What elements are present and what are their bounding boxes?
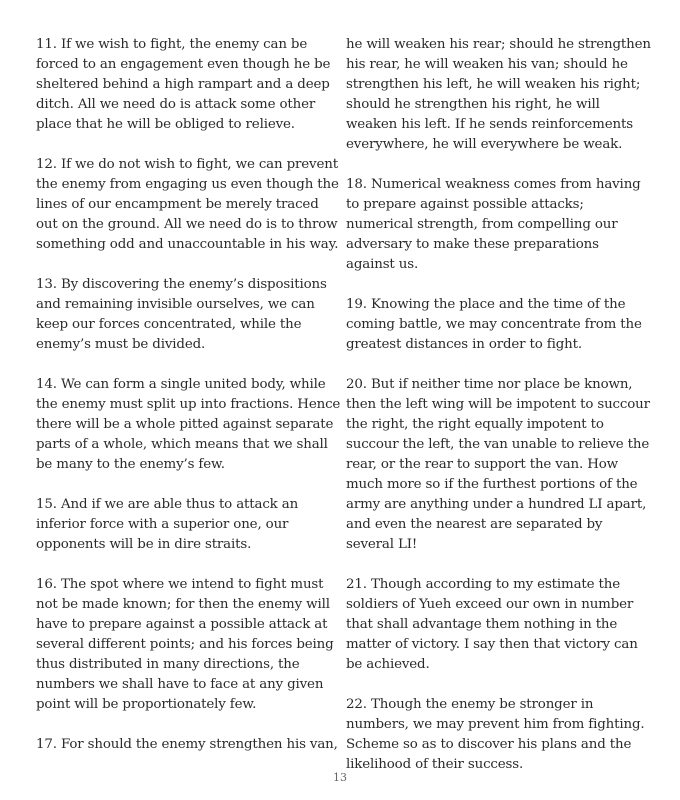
paragraph-22: 22. Though the enemy be stronger in numbers, we may prevent him from fighting. Scheme so as to discover his plans and the likelihood of their success.	[346, 697, 645, 772]
paragraph-13: 13. By discovering the enemy’s dispositions and remaining invisible ourselves, we can keep our forces concentrated, while the enemy’s must be divided.	[36, 277, 327, 352]
left-text-column	[36, 35, 341, 775]
paragraph-17-start: 17. For should the enemy strengthen his van,	[36, 737, 338, 752]
right-text-column	[346, 35, 651, 795]
paragraph-21: 21. Though according to my estimate the soldiers of Yueh exceed our own in number that shall advantage them nothing in the matter of victory. I say then that victory can be achieved.	[346, 577, 638, 672]
paragraph-15: 15. And if we are able thus to attack an inferior force with a superior one, our opponents will be in dire straits.	[36, 497, 299, 552]
paragraph-16: 16. The spot where we intend to fight must not be made known; for then the enemy will have to prepare against a possible attack at several different points; and his forces being thus distributed in many directions, the numbers we shall have to face at any given point will be proportionately few.	[36, 577, 334, 712]
paragraph-11: 11. If we wish to fight, the enemy can be forced to an engagement even though he be sheltered behind a high rampart and a deep ditch. All we need do is attack some other place that he will be obliged to relieve.	[36, 37, 331, 132]
paragraph-20: 20. But if neither time nor place be known, then the left wing will be impotent to succour the right, the right equally impotent to succour the left, the van unable to relieve the rear, or the rear to support the van. How much more so if the furthest portions of the army are anything under a hundred LI apart, and even the nearest are separated by several LI!	[346, 377, 650, 552]
paragraph-17-continued: he will weaken his rear; should he strengthen his rear, he will weaken his van; should he strengthen his left, he will weaken his right; should he strengthen his right, he will weaken his left. If he sends reinforcements everywhere, he will everywhere be weak.	[346, 37, 651, 152]
page-number: 13	[333, 771, 347, 784]
paragraph-19: 19. Knowing the place and the time of the coming battle, we may concentrate from the greatest distances in order to fight.	[346, 297, 642, 352]
paragraph-12: 12. If we do not wish to fight, we can prevent the enemy from engaging us even though the lines of our encampment be merely traced out on the ground. All we need do is to throw something odd and unaccountable in his way.	[36, 157, 339, 252]
paragraph-14: 14. We can form a single united body, while the enemy must split up into fractions. Hence there will be a whole pitted against separate parts of a whole, which means that we shall be many to the enemy’s few.	[36, 377, 341, 472]
paragraph-18: 18. Numerical weakness comes from having to prepare against possible attacks; numerical strength, from compelling our adversary to make these preparations against us.	[346, 177, 641, 272]
